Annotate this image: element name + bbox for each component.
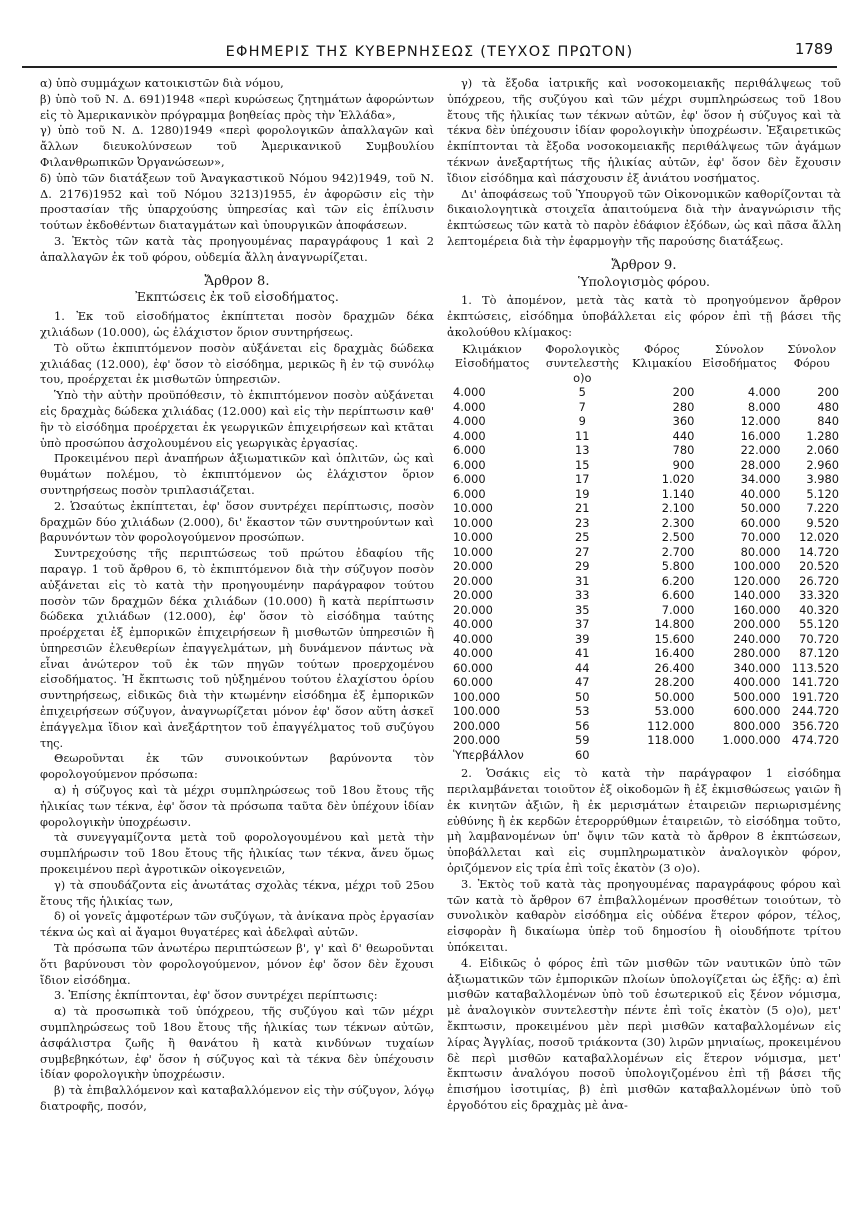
table-cell: 87.120	[799, 646, 839, 661]
table-cell: 10.000	[453, 544, 493, 559]
table-cell: 1.140	[661, 486, 695, 501]
table-cell: 28.200	[654, 675, 695, 690]
table-cell: 37	[575, 617, 590, 632]
paragraph: α) τὰ προσωπικὰ τοῦ ὑπόχρεου, τῆς συζύγου καὶ τῶν μέχρι συμπληρώσεως τοῦ 18ου ἔτους τῆς ἡλικίας των τέκνων αὐτῶν, ἀσφάλιστρα ζωῆς ἢ θανάτου ἢ κατὰ κινδύνων τυχαίων συμβεβηκότων, ἐφ' ὅσον ἡ σύζυγος καὶ τὰ τέκνα δὲν ὑπέχουσιν ἰδίαν φορολογικὴν ὑποχρέωσιν.	[40, 1004, 434, 1082]
table-row	[447, 429, 841, 444]
table-cell: 80.000	[740, 544, 781, 559]
paragraph: γ) τὰ ἔξοδα ἰατρικῆς καὶ νοσοκομειακῆς περιθάλψεως τοῦ ὑπόχρεου, τῆς συζύγου καὶ τῶν μέχρι συμπληρώσεως τοῦ 18ου ἔτους τῆς ἡλικίας των τέκνων αὐτῶν, ἐφ' ὅσον ἡ σύζυγος καὶ τὰ τέκνα δὲν ὑπέχουσιν ἰδίαν φορολογικὴν ὑποχρέωσιν. Ἐξαιρετικῶς ἐκπίπτονται τὰ ἔξοδα νοσοκομειακῆς περιθάλψεως τῶν ἀγάμων τέκνων ἀνεξαρτήτως τῆς ἡλικίας αὐτῶν, ἐφ' ὅσον δὲν ἔχουσιν ἴδιον εἰσόδημα καὶ πάσχουσιν ἐξ ἀνιάτου νοσήματος.	[447, 76, 841, 185]
table-cell: 500.000	[733, 689, 781, 704]
table-cell: 800.000	[733, 718, 781, 733]
table-row	[447, 385, 841, 400]
paragraph: δ) ὑπὸ τῶν διατάξεων τοῦ Ἀναγκαστικοῦ Νόμου 942)1949, τοῦ Ν. Δ. 2176)1952 καὶ τοῦ Νόμου 3213)1955, ἐν ἀφορῶσιν εἰς τὴν προστασίαν τῆς ὑπαρχούσης ὑπηρεσίας καὶ τῶν εἰς ἐπίλυσιν τούτων ἐκδοθέντων διαταγμάτων καὶ ὑπουργικῶν ἀποφάσεων.	[40, 170, 434, 233]
table-cell: 112.000	[647, 718, 695, 733]
table-cell: 50	[575, 689, 590, 704]
table-cell: 35	[575, 602, 590, 617]
table-cell: 6.200	[661, 573, 695, 588]
table-cell: 1.280	[806, 428, 839, 443]
table-row	[447, 530, 841, 545]
table-cell: 2.500	[661, 530, 695, 545]
table-footer-row	[447, 748, 841, 763]
table-row	[447, 516, 841, 531]
table-row	[447, 487, 841, 502]
column-header: Σύνολον Φόρου	[787, 342, 837, 370]
table-row	[447, 617, 841, 632]
table-cell: 20.000	[453, 602, 493, 617]
table-cell: 15.600	[654, 631, 695, 646]
table-cell: 900	[672, 457, 695, 472]
table-cell: 41	[575, 646, 590, 661]
table-cell: 53	[575, 704, 590, 719]
table-cell: 11	[575, 428, 590, 443]
table-cell: 6.000	[453, 443, 486, 458]
table-cell: 33	[575, 588, 590, 603]
paragraph: α) ὑπὸ συμμάχων κατοικιστῶν διὰ νόμου,	[40, 76, 284, 90]
table-cell: 12.000	[740, 414, 781, 429]
paragraph: 1. Ἐκ τοῦ εἰσοδήματος ἐκπίπτεται ποσὸν δραχμῶν δέκα χιλιάδων (10.000), ὡς ἐλάχιστον ὅριον συντηρήσεως.	[40, 309, 434, 339]
percent-sign: ο)ο	[573, 370, 592, 385]
paragraph: γ) τὰ σπουδάζοντα εἰς ἀνωτάτας σχολὰς τέκνα, μέχρι τοῦ 25ου ἔτους τῆς ἡλικίας των,	[40, 877, 434, 908]
table-cell: 70.000	[740, 530, 781, 545]
table-row	[447, 603, 841, 618]
table-cell: 25	[575, 530, 590, 545]
paragraph: δ) οἱ γονεῖς ἀμφοτέρων τῶν συζύγων, τὰ ἀνίκανα πρὸς ἐργασίαν τέκνα ὡς καὶ αἱ ἄγαμοι θυγατέρες καὶ ἀδελφαὶ αὐτῶν.	[40, 909, 434, 940]
paragraph: β) τὰ ἐπιβαλλόμενον καὶ καταβαλλόμενον εἰς τὴν σύζυγον, λόγῳ διατροφῆς, ποσόν,	[40, 1083, 434, 1113]
table-cell: 34.000	[740, 472, 781, 487]
table-cell: 120.000	[733, 573, 781, 588]
table-cell: 16.400	[654, 646, 695, 661]
paragraph: α) ἡ σύζυγος καὶ τὰ μέχρι συμπληρώσεως τοῦ 18ου ἔτους τῆς ἡλικίας των τέκνα, ἐφ' ὅσον τὰ πρόσωπα ταῦτα δὲν ὑπέχουν ἰδίαν φορολογικὴν ὑποχρέωσιν.	[40, 783, 434, 829]
table-cell: 1.000.000	[722, 733, 781, 748]
table-cell: 356.720	[791, 718, 839, 733]
table-cell: 2.960	[806, 457, 839, 472]
table-cell: 50.000	[740, 501, 781, 516]
table-cell: 100.000	[453, 689, 501, 704]
article-8-title: Ἄρθρον 8.	[204, 273, 270, 289]
table-cell: 21	[575, 501, 590, 516]
table-cell: 340.000	[733, 660, 781, 675]
table-cell: 100.000	[733, 559, 781, 574]
page-number: 1789	[794, 40, 833, 58]
paragraph: 1. Τὸ ἀπομένον, μετὰ τὰς κατὰ τὸ προηγούμενον ἄρθρον ἐκπτώσεις, εἰσόδημα ὑποβάλλεται εἰς φόρον ἐπὶ τῇ βάσει τῆς ἀκολούθου κλίμακος:	[447, 293, 841, 339]
table-cell: 6.000	[453, 472, 486, 487]
table-cell: 8.000	[747, 399, 781, 414]
table-row	[447, 675, 841, 690]
table-cell: 60.000	[740, 515, 781, 530]
paragraph: τὰ συνεγγαμίζοντα μετὰ τοῦ φορολογουμένου καὶ μετὰ τὴν συμπλήρωσιν τοῦ 18ου ἔτους τῆς ἡλικίας των τέκνα, ἄνευ ὅμως προκειμένου περὶ ἀγροτικῶν οἰκογενειῶν,	[40, 830, 434, 877]
table-cell: 118.000	[647, 733, 695, 748]
table-cell: 20.000	[453, 588, 493, 603]
table-row	[447, 458, 841, 473]
table-header-row	[447, 343, 841, 371]
table-cell: 2.060	[806, 443, 839, 458]
left-column	[40, 76, 434, 1216]
paragraph: Συντρεχούσης τῆς περιπτώσεως τοῦ πρώτου ἐδαφίου τῆς παραγρ. 1 τοῦ ἄρθρου 6, τὸ ἐκπιπτόμενον διὰ τὴν σύζυγον ποσὸν αὐξάνεται εἰς τὸ κατὰ τὴν προηγουμένην παράγραφον τούτου ποσὸν τῶν δραχμῶν δέκα χιλιάδων (10.000) ἢ κατὰ περίπτωσιν δώδεκα χιλιάδων (12.000), ἐφ' ὅσον τὸ εἰσόδημα ταύτης προέρχεται ἐξ ἐμπορικῶν ἐπιχειρήσεων ἢ μισθωτῶν ὑπηρεσιῶν ἢ ὑπηρεσιῶν ἐλευθερίων ἐπαγγελμάτων, μὴ δυνάμενον πάντως νὰ εἶναι ἀνώτερον τοῦ ἐκ τῶν πηγῶν τούτων προερχομένου εἰσοδήματος. Ἡ ἔκπτωσις τοῦ ηὐξημένου τούτου ἐλαχίστου ὁρίου συντηρήσεως, εἰδικῶς διὰ τὴν κτωμένην εἰσόδημα ἐξ ἐμπορικῶν ἐπιχειρήσεων σύζυγον, ἀναγνωρίζεται μόνον ἐφ' ὅσον αὕτη ἀσκεῖ ἐπάγγελμα ἴδιον καὶ ἀνεξάρτητον τοῦ ἐπαγγέλματος τοῦ συζύγου της.	[40, 546, 434, 750]
table-cell: 4.000	[453, 399, 486, 414]
table-cell: 100.000	[453, 704, 501, 719]
article-8-subtitle: Ἐκπτώσεις ἐκ τοῦ εἰσοδήματος.	[135, 289, 339, 305]
paragraph: Θεωροῦνται ἐκ τῶν συνοικούντων βαρύνοντα τὸν φορολογούμενον πρόσωπα:	[40, 751, 434, 782]
table-cell: 141.720	[791, 675, 839, 690]
table-cell: 400.000	[733, 675, 781, 690]
table-cell: 14.800	[654, 617, 695, 632]
table-row	[447, 719, 841, 734]
article-9-title: Ἄρθρον 9.	[611, 257, 677, 273]
table-cell: 7.000	[661, 602, 695, 617]
table-cell: 160.000	[733, 602, 781, 617]
table-cell: 244.720	[791, 704, 839, 719]
table-cell: 31	[575, 573, 590, 588]
table-cell: 6.600	[661, 588, 695, 603]
table-cell: 480	[817, 399, 839, 414]
table-cell: 4.000	[747, 385, 781, 400]
paragraph: Ὑπὸ τὴν αὐτὴν προϋπόθεσιν, τὸ ἐκπιπτόμενον ποσὸν αὐξάνεται εἰς δραχμὰς δώδεκα χιλιάδας (12.000) καὶ εἰς τὴν περίπτωσιν καθ' ἣν τὸ εἰσόδημα προέρχεται ἐκ γεωργικῶν ἐπιχειρήσεων καὶ κτᾶται ὑπὸ προσώπου ἀσχολουμένου εἰς γεωργικὰς ἐργασίας.	[40, 388, 434, 450]
table-cell: 50.000	[654, 689, 695, 704]
table-cell: 280	[672, 399, 695, 414]
table-cell: 16.000	[740, 428, 781, 443]
table-cell: 23	[575, 515, 590, 530]
table-row	[447, 559, 841, 574]
table-cell: 4.000	[453, 385, 486, 400]
table-cell: 20.520	[799, 559, 839, 574]
table-cell: 780	[672, 443, 695, 458]
table-cell: 26.400	[654, 660, 695, 675]
article-9-subtitle: Ὑπολογισμὸς φόρου.	[577, 273, 711, 289]
table-cell: 4.000	[453, 428, 486, 443]
table-cell: 14.720	[799, 544, 839, 559]
table-cell: 19	[575, 486, 590, 501]
table-cell: 9.520	[806, 515, 839, 530]
table-cell: 4.000	[453, 414, 486, 429]
table-cell: 40.320	[799, 602, 839, 617]
table-cell: 7.220	[806, 501, 839, 516]
excess-label: Ὑπερβάλλον	[453, 747, 524, 762]
table-cell: 22.000	[740, 443, 781, 458]
table-cell: 5	[578, 385, 586, 400]
table-cell: 200.000	[453, 733, 501, 748]
table-cell: 5.120	[806, 486, 839, 501]
table-row	[447, 400, 841, 415]
page-header	[22, 36, 837, 68]
table-row	[447, 443, 841, 458]
table-cell: 6.000	[453, 486, 486, 501]
table-cell: 29	[575, 559, 590, 574]
table-cell: 840	[817, 414, 839, 429]
table-cell: 200	[817, 385, 839, 400]
paragraph: Τὰ πρόσωπα τῶν ἀνωτέρω περιπτώσεων β', γ' καὶ δ' θεωροῦνται ὅτι βαρύνουσι τὸν φορολογούμενον, μόνον ἐφ' ὅσον δὲν ἔχουσι ἴδιον εἰσόδημα.	[40, 941, 434, 987]
paragraph: 3. Ἐπίσης ἐκπίπτονται, ἐφ' ὅσον συντρέχει περίπτωσις:	[54, 988, 378, 1003]
table-cell: 280.000	[733, 646, 781, 661]
table-cell: 40.000	[453, 617, 493, 632]
table-cell: 33.320	[799, 588, 839, 603]
table-cell: 13	[575, 443, 590, 458]
table-cell: 40.000	[740, 486, 781, 501]
table-row	[447, 588, 841, 603]
table-row	[447, 661, 841, 676]
table-cell: 40.000	[453, 646, 493, 661]
tax-table-body	[447, 385, 841, 748]
table-cell: 5.800	[661, 559, 695, 574]
table-row	[447, 690, 841, 705]
right-column	[447, 76, 841, 1216]
table-cell: 6.000	[453, 457, 486, 472]
table-row	[447, 704, 841, 719]
percent-row	[447, 371, 841, 386]
table-cell: 20.000	[453, 559, 493, 574]
paragraph: 2. Ὁσάκις εἰς τὸ κατὰ τὴν παράγραφον 1 εἰσόδημα περιλαμβάνεται τοιοῦτον ἐξ οἰκοδομῶν ἢ ἐξ ἐκμισθώσεως γαιῶν ἢ ἐκ κινητῶν ἀξιῶν, ἢ ἐκ μερισμάτων ἑταιρειῶν περιωρισμένης εὐθύνης ἢ ἐκ κερδῶν ἑτερορρύθμων ἑταιρειῶν, τὸ εἰσόδημα τοῦτο, μὴ λαμβανομένων ὑπ' ὄψιν τῶν κατὰ τὸ ἄρθρον 8 ἐκπτώσεων, ὑποβάλλεται καὶ εἰς συμπληρωματικὸν ἀναλογικὸν φόρον, ὁριζόμενον εἰς τρία ἐπὶ τοῖς ἑκατὸν (3 ο)ο).	[447, 766, 841, 876]
table-cell: 17	[575, 472, 590, 487]
paragraph: Τὸ οὕτω ἐκπιπτόμενον ποσὸν αὐξάνεται εἰς δραχμὰς δώδεκα χιλιάδας (12.000), ἐφ' ὅσον τὸ εἰσόδημα, μερικῶς ἢ ἐν τῷ συνόλῳ του, προέρχεται ἐκ μισθωτῶν ὑπηρεσιῶν.	[40, 340, 434, 387]
table-cell: 28.000	[740, 457, 781, 472]
table-cell: 53.000	[654, 704, 695, 719]
table-cell: 12.020	[799, 530, 839, 545]
table-cell: 2.300	[661, 515, 695, 530]
paragraph: 2. Ὡσαύτως ἐκπίπτεται, ἐφ' ὅσον συντρέχει περίπτωσις, ποσὸν δραχμῶν δύο χιλιάδων (2.000), δι' ἕκαστον τῶν συντηρούντων καὶ βαρυνόντων τὸν φορολογούμενον προσώπων.	[40, 498, 434, 545]
table-cell: 10.000	[453, 515, 493, 530]
table-cell: 55.120	[799, 617, 839, 632]
table-cell: 2.100	[661, 501, 695, 516]
table-cell: 56	[575, 718, 590, 733]
table-cell: 1.020	[661, 472, 695, 487]
table-cell: 113.520	[791, 660, 839, 675]
column-header: Κλιμάκιον Εἰσοδήματος	[454, 342, 530, 370]
table-cell: 191.720	[791, 689, 839, 704]
paragraph: 3. Ἐκτὸς τῶν κατὰ τὰς προηγουμένας παραγράφους 1 καὶ 2 ἀπαλλαγῶν ἐκ τοῦ φόρου, οὐδεμία ἄλλη ἀναγνωρίζεται.	[40, 233, 434, 264]
table-cell: 3.980	[806, 472, 839, 487]
table-row	[447, 501, 841, 516]
table-row	[447, 733, 841, 748]
paragraph: 3. Ἐκτὸς τοῦ κατὰ τὰς προηγουμένας παραγράφους φόρου καὶ τῶν κατὰ τὸ ἄρθρον 67 ἐπιβαλλομένων προσθέτων τοιούτων, τὸ συνολικὸν καθαρὸν εἰσόδημα εἰς οὐδένα ἕτερον φόρον, τέλος, εἰσφορὰν ἢ δικαίωμα ὑπὲρ τοῦ δημοσίου ἢ οἱουδήποτε τρίτου ὑπόκειται.	[447, 876, 841, 955]
table-cell: 2.700	[661, 544, 695, 559]
excess-rate: 60	[575, 747, 590, 762]
table-row	[447, 646, 841, 661]
table-cell: 10.000	[453, 501, 493, 516]
table-cell: 47	[575, 675, 590, 690]
table-cell: 240.000	[733, 631, 781, 646]
table-cell: 140.000	[733, 588, 781, 603]
paragraph: β) ὑπὸ τοῦ Ν. Δ. 691)1948 «περὶ κυρώσεως ζητημάτων ἀφορώντων εἰς τὸ Ἀμερικανικὸν πρόγραμμα βοηθείας πρὸς τὴν Ἑλλάδα»,	[40, 91, 434, 122]
paragraph: Δι' ἀποφάσεως τοῦ Ὑπουργοῦ τῶν Οἰκονομικῶν καθορίζονται τὰ δικαιολογητικὰ στοιχεῖα ἀπαιτούμενα διὰ τὴν ἀναγνώρισιν τῆς ἐκπτώσεως τῶν κατὰ τὸ παρὸν ἐδάφιον ἐξόδων, ὡς καὶ πᾶσα ἄλλη λεπτομέρεια διὰ τὴν ἐφαρμογὴν τῆς παρούσης διατάξεως.	[447, 186, 841, 248]
table-row	[447, 414, 841, 429]
paragraph: Προκειμένου περὶ ἀναπήρων ἀξιωματικῶν καὶ ὁπλιτῶν, ὡς καὶ θυμάτων πολέμου, τὸ ἐκπιπτόμενον ὡς ἐλάχιστον ὅριον συντηρήσεως ποσὸν τριπλασιάζεται.	[40, 451, 434, 497]
table-cell: 10.000	[453, 530, 493, 545]
table-cell: 70.720	[799, 631, 839, 646]
column-header: Φορολογικὸς συντελεστὴς	[545, 342, 620, 370]
table-cell: 200.000	[733, 617, 781, 632]
table-row	[447, 545, 841, 560]
column-header: Φόρος Κλιμακίου	[632, 342, 692, 370]
table-row	[447, 632, 841, 647]
table-cell: 60.000	[453, 675, 493, 690]
table-cell: 60.000	[453, 660, 493, 675]
gazette-title: ΕΦΗΜΕΡΙΣ ΤΗΣ ΚΥΒΕΡΝΗΣΕΩΣ (ΤΕΥΧΟΣ ΠΡΩΤΟΝ)	[225, 44, 634, 60]
column-header: Σύνολον Εἰσοδήματος	[702, 342, 777, 370]
table-cell: 474.720	[791, 733, 839, 748]
table-row	[447, 574, 841, 589]
paragraph: 4. Εἰδικῶς ὁ φόρος ἐπὶ τῶν μισθῶν τῶν ναυτικῶν ὑπὸ τῶν ἀξιωματικῶν τῶν ἐμπορικῶν πλοίων ὑπολογίζεται ὡς ἑξῆς: α) ἐπὶ μισθῶν καταβαλλομένων ὑπὸ τοῦ ἐσωτερικοῦ εἰς ξένον νόμισμα, μὲ ἀναλογικὸν συντελεστὴν πέντε ἐπὶ τοῖς ἑκατὸν (5 ο)ο), μετ' ἔκπτωσιν, προκειμένου μὲν περὶ μισθῶν καταβαλλομένων εἰς λίρας Ἀγγλίας, ποσοῦ τριάκοντα (30) λιρῶν μηνιαίως, προκειμένου δὲ περὶ μισθῶν καταβαλλομένων εἰς ἕτερον νόμισμα, μετ' ἔκπτωσιν ἀναλόγου ποσοῦ ὑπολογιζομένου ἐπὶ τῇ βάσει τῆς ἐπισήμου ἰσοτιμίας, β) ἐπὶ μισθῶν καταβαλλομένων ὑπὸ τοῦ ἐργοδότου εἰς δραχμὰς μὲ ἀνα-	[447, 955, 841, 1112]
table-cell: 360	[672, 414, 695, 429]
table-cell: 20.000	[453, 573, 493, 588]
table-cell: 39	[575, 631, 590, 646]
table-cell: 7	[578, 399, 586, 414]
table-cell: 200	[672, 385, 695, 400]
table-cell: 9	[578, 414, 586, 429]
table-cell: 440	[672, 428, 695, 443]
table-cell: 40.000	[453, 631, 493, 646]
paragraph: γ) ὑπὸ τοῦ Ν. Δ. 1280)1949 «περὶ φορολογικῶν ἀπαλλαγῶν καὶ ἄλλων διευκολύνσεων τοῦ Ἀμερικανικοῦ Συμβουλίου Φιλανθρωπικῶν Ὀργανώσεων»,	[40, 123, 434, 169]
table-cell: 44	[575, 660, 590, 675]
table-cell: 200.000	[453, 718, 501, 733]
table-cell: 15	[575, 457, 590, 472]
table-row	[447, 472, 841, 487]
table-cell: 59	[575, 733, 590, 748]
table-cell: 26.720	[799, 573, 839, 588]
tax-scale-table	[447, 343, 841, 763]
table-cell: 600.000	[733, 704, 781, 719]
table-cell: 27	[575, 544, 590, 559]
